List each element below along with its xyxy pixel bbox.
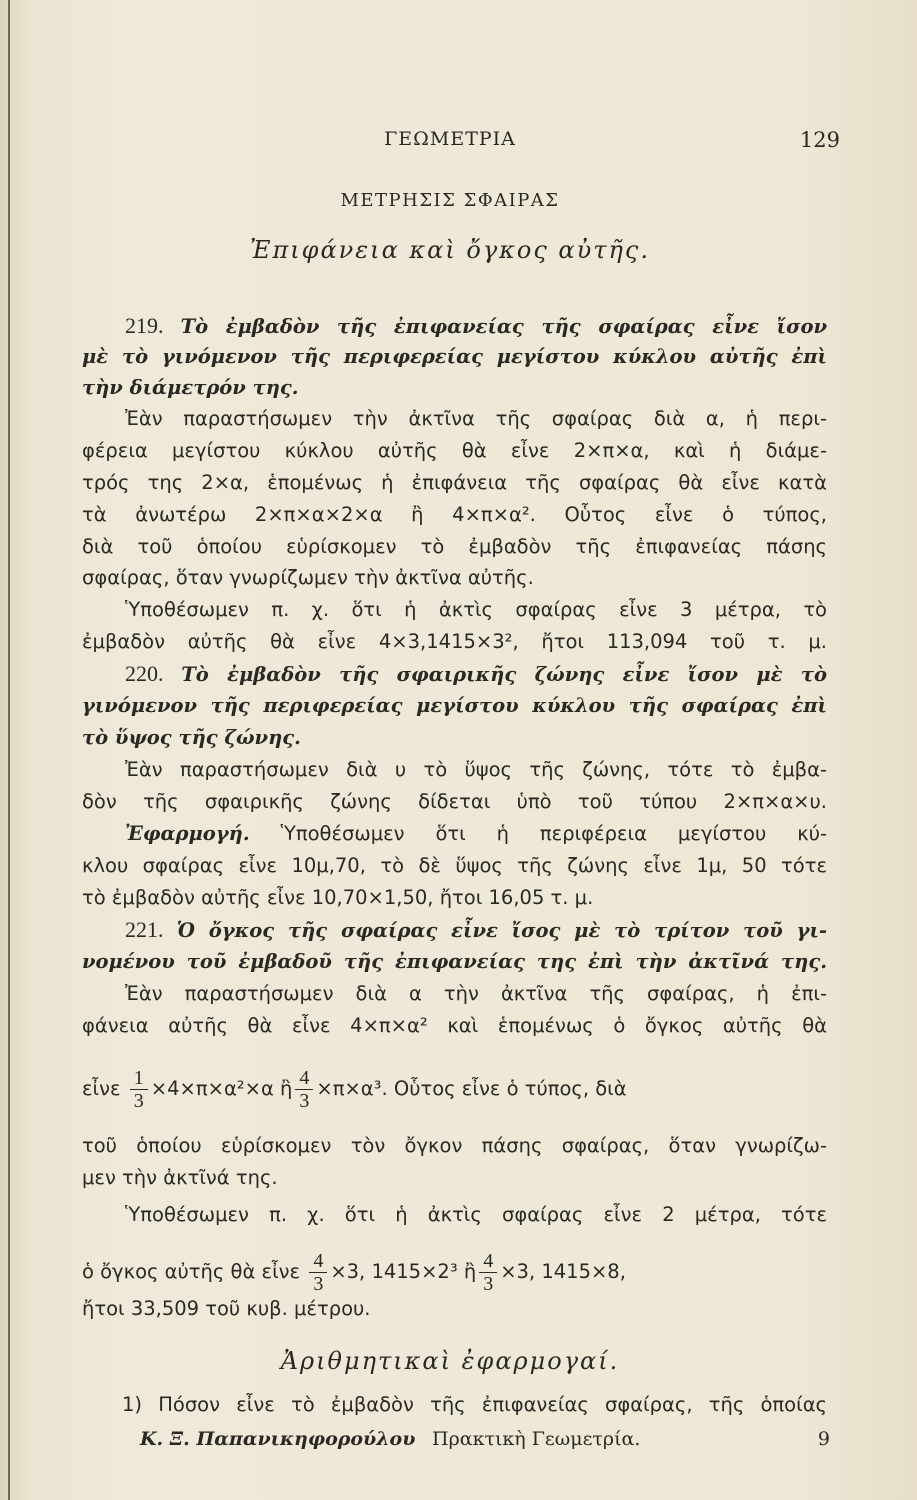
formula-end: ×π×α³. Οὗτος εἶνε ὁ τύπος, διὰ <box>316 1077 627 1100</box>
p221-theorem-start: Ὁ ὄγκος τῆς σφαίρας εἶνε ἴσος μὲ τὸ τρίτον τοῦ γι- <box>176 919 827 942</box>
p220-line-1 <box>125 659 827 689</box>
page-spine-rule <box>8 0 10 1500</box>
article-number-220: 220. <box>125 661 164 686</box>
p221-line-7: μεν τὴν ἀκτῖνά της. <box>82 1166 278 1189</box>
page-footer <box>140 1428 830 1458</box>
article-number-219: 219. <box>125 313 164 338</box>
formula-word-eine: εἶνε <box>82 1077 121 1100</box>
p219-line-1 <box>125 311 827 341</box>
p221-line-2: νομένου τοῦ ἐμβαδοῦ τῆς ἐπιφανείας της ἐπὶ τὴν ἀκτῖνά της. <box>82 950 827 973</box>
p220-application-text: Ὑποθέσωμεν ὅτι ἡ περιφέρεια μεγίστου κύ- <box>280 822 828 845</box>
application-label: Ἐφαρμογή. <box>125 822 250 845</box>
fraction-four-thirds-b <box>479 1250 497 1295</box>
p219-line-7: τὰ ἀνωτέρω 2×π×α×2×α ἢ 4×π×α². Οὗτος εἶνε ὁ τύπος, <box>82 503 827 526</box>
p221-line-3: Ἐὰν παραστήσωμεν διὰ α τὴν ἀκτῖνα τῆς σφαίρας, ἡ ἐπι- <box>125 982 827 1005</box>
p220-line-3: τὸ ὕψος τῆς ζώνης. <box>82 726 301 749</box>
p219-theorem-start: Τὸ ἐμβαδὸν τῆς ἐπιφανείας τῆς σφαίρας εἶνε ἴσον <box>180 315 827 338</box>
p221-line-6: τοῦ ὁποίου εὑρίσκομεν τὸν ὄγκον πάσης σφαίρας, ὅταν γνωρίζω- <box>82 1134 827 1157</box>
footer-book-title: Πρακτικὴ Γεωμετρία. <box>432 1428 641 1450</box>
formula-end: ×3, 1415×8, <box>500 1260 626 1283</box>
fraction-denominator: 3 <box>483 1273 494 1295</box>
p219-line-11: ἐμβαδὸν αὐτῆς θὰ εἶνε 4×3,1415×3², ἤτοι 113,094 τοῦ τ. μ. <box>82 630 827 653</box>
p221-line-5-formula <box>82 1062 827 1116</box>
p220-line-6 <box>125 819 827 849</box>
fraction-four-thirds-a <box>309 1250 327 1295</box>
article-number-221: 221. <box>125 917 164 942</box>
p219-line-8: διὰ τοῦ ὁποίου εὑρίσκομεν τὸ ἐμβαδὸν τῆς ἐπιφανείας πάσης <box>82 535 827 558</box>
footer-signature-mark: 9 <box>817 1428 830 1450</box>
formula-middle: ×4×π×α²×α ἢ <box>150 1077 293 1100</box>
subhead-surface-volume: Ἐπιφάνεια καὶ ὄγκος αὐτῆς. <box>250 236 650 264</box>
fraction-numerator: 4 <box>309 1250 327 1273</box>
p220-line-4: Ἐὰν παραστήσωμεν διὰ υ τὸ ὕψος τῆς ζώνης, τότε τὸ ἐμβα- <box>125 758 827 781</box>
p220-line-7: κλου σφαίρας εἶνε 10μ,70, τὸ δὲ ὕψος τῆς ζώνης εἶνε 1μ, 50 τότε <box>82 854 827 877</box>
footer-author: Κ. Ξ. Παπανικηφορούλου <box>140 1428 416 1450</box>
p219-line-2: μὲ τὸ γινόμενον τῆς περιφερείας μεγίστου κύκλου αὐτῆς ἐπὶ <box>82 345 827 368</box>
fraction-numerator: 4 <box>295 1067 313 1090</box>
section-title: ΜΕΤΡΗΣΙΣ ΣΦΑΙΡΑΣ <box>340 190 560 211</box>
p219-line-3: τὴν διάμετρόν της. <box>82 376 299 399</box>
fraction-denominator: 3 <box>313 1273 324 1295</box>
page-number: 129 <box>799 128 840 152</box>
fraction-numerator: 4 <box>479 1250 497 1273</box>
p219-line-5: φέρεια μεγίστου κύκλου αὐτῆς θὰ εἶνε 2×π×α, καὶ ἡ διάμε- <box>82 439 827 462</box>
p221-line-8: Ὑποθέσωμεν π. χ. ὅτι ἡ ἀκτὶς σφαίρας εἶνε 2 μέτρα, τότε <box>125 1203 827 1226</box>
fraction-denominator: 3 <box>133 1090 144 1112</box>
p220-line-5: δὸν τῆς σφαιρικῆς ζώνης δίδεται ὑπὸ τοῦ τύπου 2×π×α×υ. <box>82 790 827 813</box>
fraction-one-third <box>130 1067 148 1112</box>
p219-line-9: σφαίρας, ὅταν γνωρίζωμεν τὴν ἀκτῖνα αὐτῆς. <box>82 566 534 589</box>
formula-volume-intro: ὁ ὄγκος αὐτῆς θὰ εἶνε <box>82 1260 301 1283</box>
p220-line-8: τὸ ἐμβαδὸν αὐτῆς εἶνε 10,70×1,50, ἤτοι 16,05 τ. μ. <box>82 886 594 909</box>
p219-line-10: Ὑποθέσωμεν π. χ. ὅτι ἡ ἀκτὶς σφαίρας εἶνε 3 μέτρα, τὸ <box>125 598 827 621</box>
p221-line-10: ἤτοι 33,509 τοῦ κυβ. μέτρου. <box>82 1297 371 1320</box>
fraction-four-thirds <box>295 1067 313 1112</box>
p219-line-6: τρός της 2×α, ἑπομένως ἡ ἐπιφάνεια τῆς σφαίρας θὰ εἶνε κατὰ <box>82 471 827 494</box>
subhead-arithmetic-applications: Ἀριθμητικαὶ ἐφαρμογαί. <box>280 1347 620 1375</box>
p220-theorem-start: Τὸ ἐμβαδὸν τῆς σφαιρικῆς ζώνης εἶνε ἴσον μὲ τὸ <box>181 663 827 686</box>
p221-line-9-formula <box>82 1245 827 1299</box>
p221-line-1 <box>125 915 827 945</box>
p220-line-2: γινόμενον τῆς περιφερείας μεγίστου κύκλου τῆς σφαίρας ἐπὶ <box>82 694 827 717</box>
p219-line-4: Ἐὰν παραστήσωμεν τὴν ἀκτῖνα τῆς σφαίρας διὰ α, ἡ περι- <box>125 407 827 430</box>
formula-middle: ×3, 1415×2³ ἢ <box>330 1260 477 1283</box>
running-title: ΓΕΩΜΕΤΡΙΑ <box>384 128 516 150</box>
p221-line-4: φάνεια αὐτῆς θὰ εἶνε 4×π×α² καὶ ἑπομένως ὁ ὄγκος αὐτῆς θὰ <box>82 1014 827 1037</box>
exercise-1-line: 1) Πόσον εἶνε τὸ ἐμβαδὸν τῆς ἐπιφανείας σφαίρας, τῆς ὁποίας <box>122 1393 827 1416</box>
running-header <box>60 128 840 158</box>
fraction-numerator: 1 <box>130 1067 148 1090</box>
fraction-denominator: 3 <box>299 1090 310 1112</box>
